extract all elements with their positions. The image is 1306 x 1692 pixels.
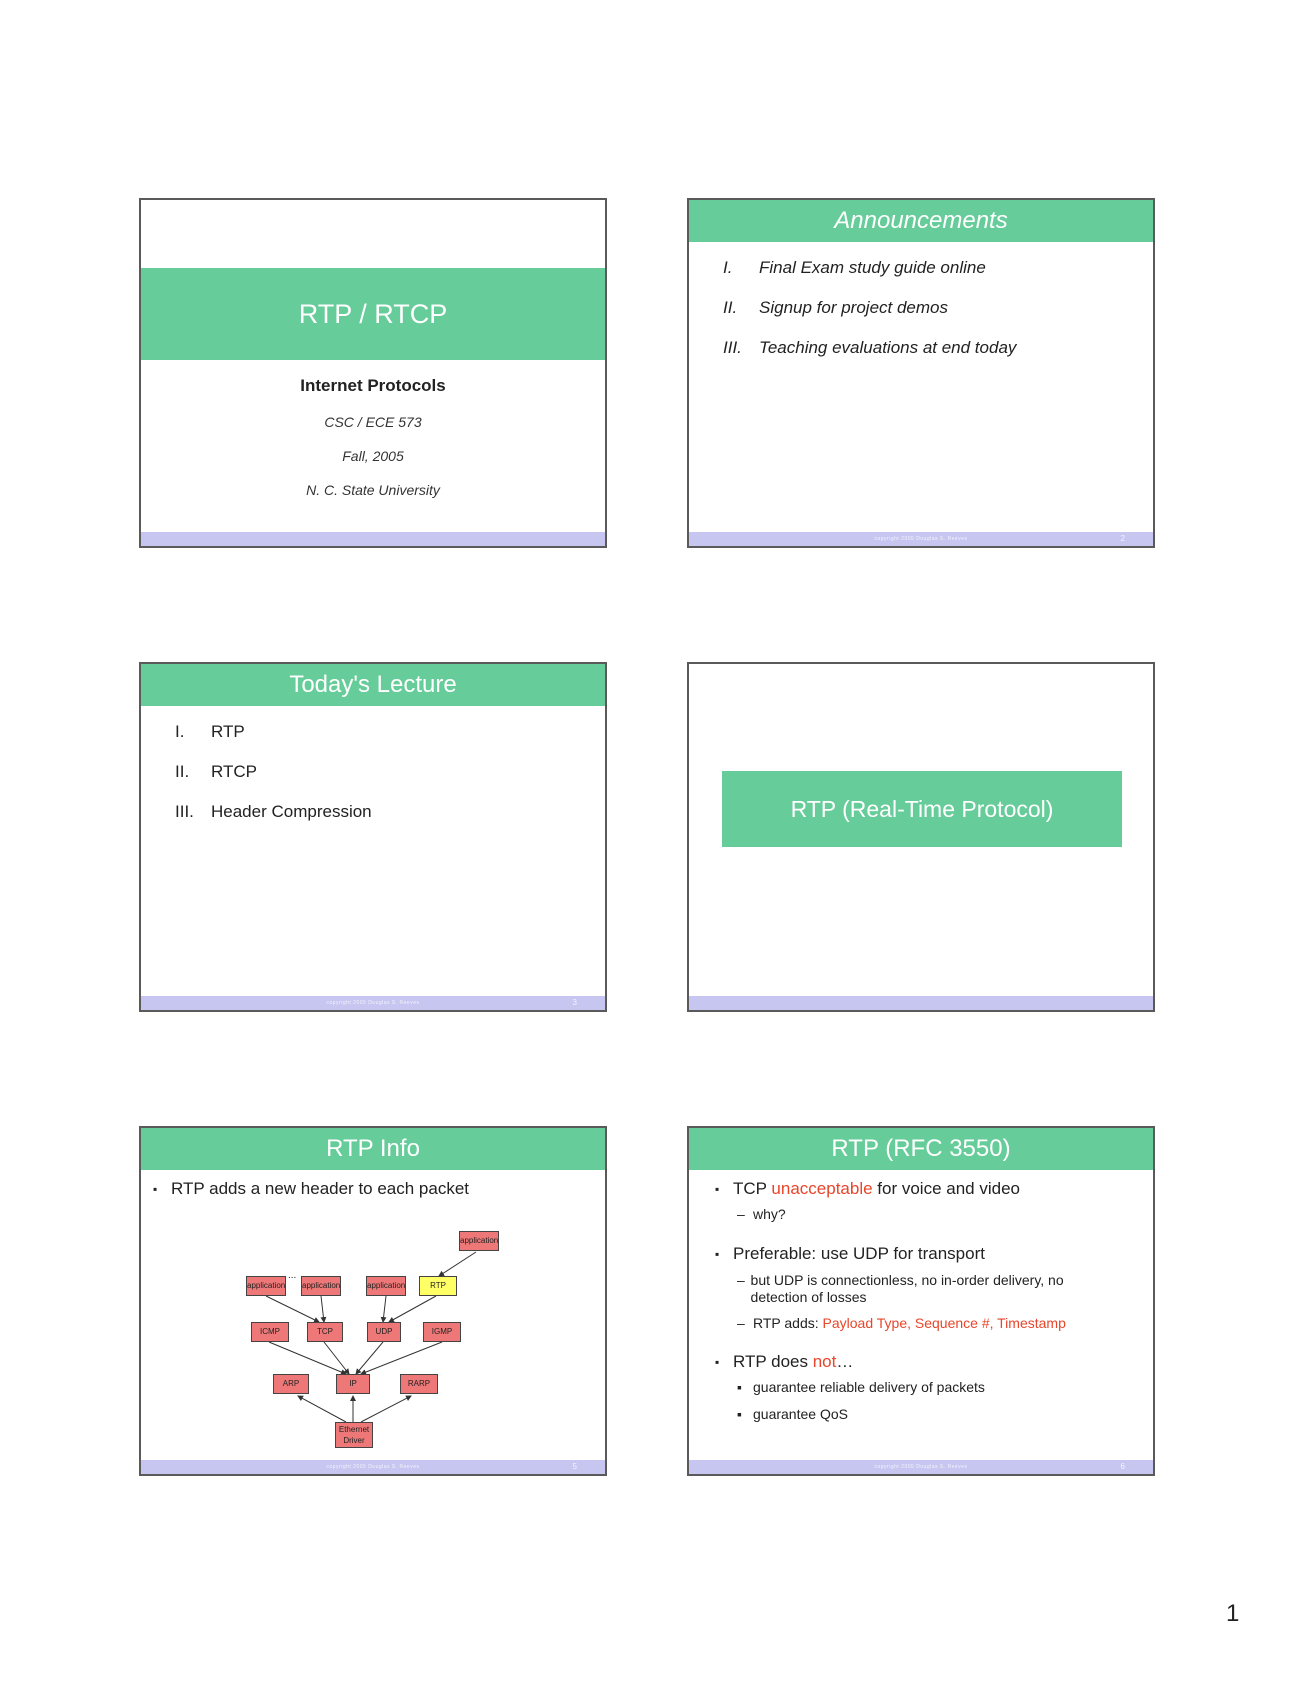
footer-copyright: copyright 2005 Douglas S. Reeves: [326, 1000, 420, 1006]
driver-label-line2: Driver: [343, 1436, 365, 1445]
list-item: [723, 296, 1016, 336]
slide-5: [139, 1126, 607, 1476]
slide-4-title: RTP (Real-Time Protocol): [722, 771, 1122, 847]
announcement-list: [723, 256, 1016, 376]
udp-box: UDP: [367, 1322, 401, 1342]
bullet-text: why?: [753, 1206, 786, 1222]
tcp-box: TCP: [307, 1322, 343, 1342]
bullet-text: guarantee QoS: [753, 1406, 848, 1422]
bullet-text: but UDP is connectionless, no in-order delivery, no detection of losses: [750, 1272, 1064, 1305]
slide-3-title: Today's Lecture: [141, 664, 605, 706]
slide-6: [687, 1126, 1155, 1476]
application-box: application: [459, 1231, 499, 1251]
bullet-marker: ▪: [737, 1379, 742, 1395]
bullet-text: RTP adds a new header to each packet: [171, 1179, 470, 1198]
bullet-marker: ▪: [715, 1355, 720, 1369]
bullet: [715, 1352, 853, 1372]
slide-number: 6: [1120, 1462, 1125, 1471]
bullet-marker: ▪: [715, 1247, 720, 1261]
ellipsis: ...: [288, 1270, 297, 1281]
slide-footer: [141, 532, 605, 546]
bullet-marker: –: [737, 1206, 745, 1222]
lecture-outline: [175, 720, 372, 840]
slide-2: [687, 198, 1155, 548]
item-number: III.: [175, 802, 194, 821]
bullet-marker: –: [737, 1272, 745, 1288]
igmp-box: IGMP: [423, 1322, 461, 1342]
slide-1-title: RTP / RTCP: [141, 268, 605, 360]
list-item: [175, 720, 372, 760]
item-number: II.: [175, 762, 190, 781]
item-number: III.: [723, 338, 742, 357]
application-box: application: [301, 1276, 341, 1296]
course-name: Internet Protocols: [300, 376, 446, 395]
bullet-marker: –: [737, 1315, 745, 1331]
bullet-text: TCP unacceptable for voice and video: [733, 1179, 1020, 1198]
bullet-text: guarantee reliable delivery of packets: [753, 1379, 985, 1395]
item-number: I.: [723, 258, 733, 277]
slide-number: 5: [572, 1462, 577, 1471]
rarp-box: RARP: [400, 1374, 438, 1394]
course-term: Fall, 2005: [342, 448, 404, 464]
icmp-box: ICMP: [251, 1322, 289, 1342]
course-code: CSC / ECE 573: [324, 414, 422, 430]
list-item: [723, 336, 1016, 376]
item-number: I.: [175, 722, 185, 741]
bullet-marker: ▪: [737, 1406, 742, 1422]
bullet-text: RTP adds: Payload Type, Sequence #, Timestamp: [753, 1315, 1066, 1331]
slide-number: 3: [572, 998, 577, 1007]
slide-footer: [141, 1460, 605, 1474]
rtp-box: RTP: [419, 1276, 457, 1296]
slide-2-title: Announcements: [689, 200, 1153, 242]
sub-bullet: [737, 1206, 786, 1223]
slide-6-title: RTP (RFC 3550): [689, 1128, 1153, 1170]
slide-5-title: RTP Info: [141, 1128, 605, 1170]
slide-footer: [689, 532, 1153, 546]
bullet: [715, 1244, 985, 1264]
slide-footer: [141, 996, 605, 1010]
list-item: [175, 800, 372, 840]
bullet-marker: ▪: [153, 1182, 158, 1196]
application-box: application: [246, 1276, 286, 1296]
application-box: application: [366, 1276, 406, 1296]
sub-bullet: [737, 1272, 1117, 1306]
ip-box: IP: [336, 1374, 370, 1394]
bullet-marker: ▪: [715, 1182, 720, 1196]
list-item: [175, 760, 372, 800]
slide-number: 2: [1120, 534, 1125, 543]
sub-bullet: [737, 1406, 848, 1423]
footer-copyright: copyright 2005 Douglas S. Reeves: [874, 1464, 968, 1470]
slide-4: [687, 662, 1155, 1012]
bullet-text: Preferable: use UDP for transport: [733, 1244, 985, 1263]
diagram-connectors: [141, 1128, 607, 1476]
item-text: Signup for project demos: [759, 298, 948, 317]
item-number: II.: [723, 298, 738, 317]
item-text: Teaching evaluations at end today: [759, 338, 1017, 357]
page-number: 1: [1226, 1600, 1240, 1627]
item-text: Header Compression: [211, 802, 372, 821]
footer-copyright: copyright 2005 Douglas S. Reeves: [326, 1464, 420, 1470]
bullet-text: RTP does not…: [733, 1352, 854, 1371]
slide-footer: [689, 996, 1153, 1010]
item-text: RTCP: [211, 762, 257, 781]
slide-3: [139, 662, 607, 1012]
university: N. C. State University: [306, 482, 440, 498]
list-item: [723, 256, 1016, 296]
bullet: [715, 1179, 1020, 1199]
driver-label-line1: Ethernet: [338, 1425, 370, 1434]
item-text: RTP: [211, 722, 245, 741]
ethernet-driver-box: [335, 1422, 373, 1448]
slide-footer: [689, 1460, 1153, 1474]
item-text: Final Exam study guide online: [759, 258, 986, 277]
slide-1: [139, 198, 607, 548]
sub-bullet: [737, 1379, 985, 1396]
arp-box: ARP: [273, 1374, 309, 1394]
sub-bullet: [737, 1315, 1066, 1332]
footer-copyright: copyright 2005 Douglas S. Reeves: [874, 536, 968, 542]
